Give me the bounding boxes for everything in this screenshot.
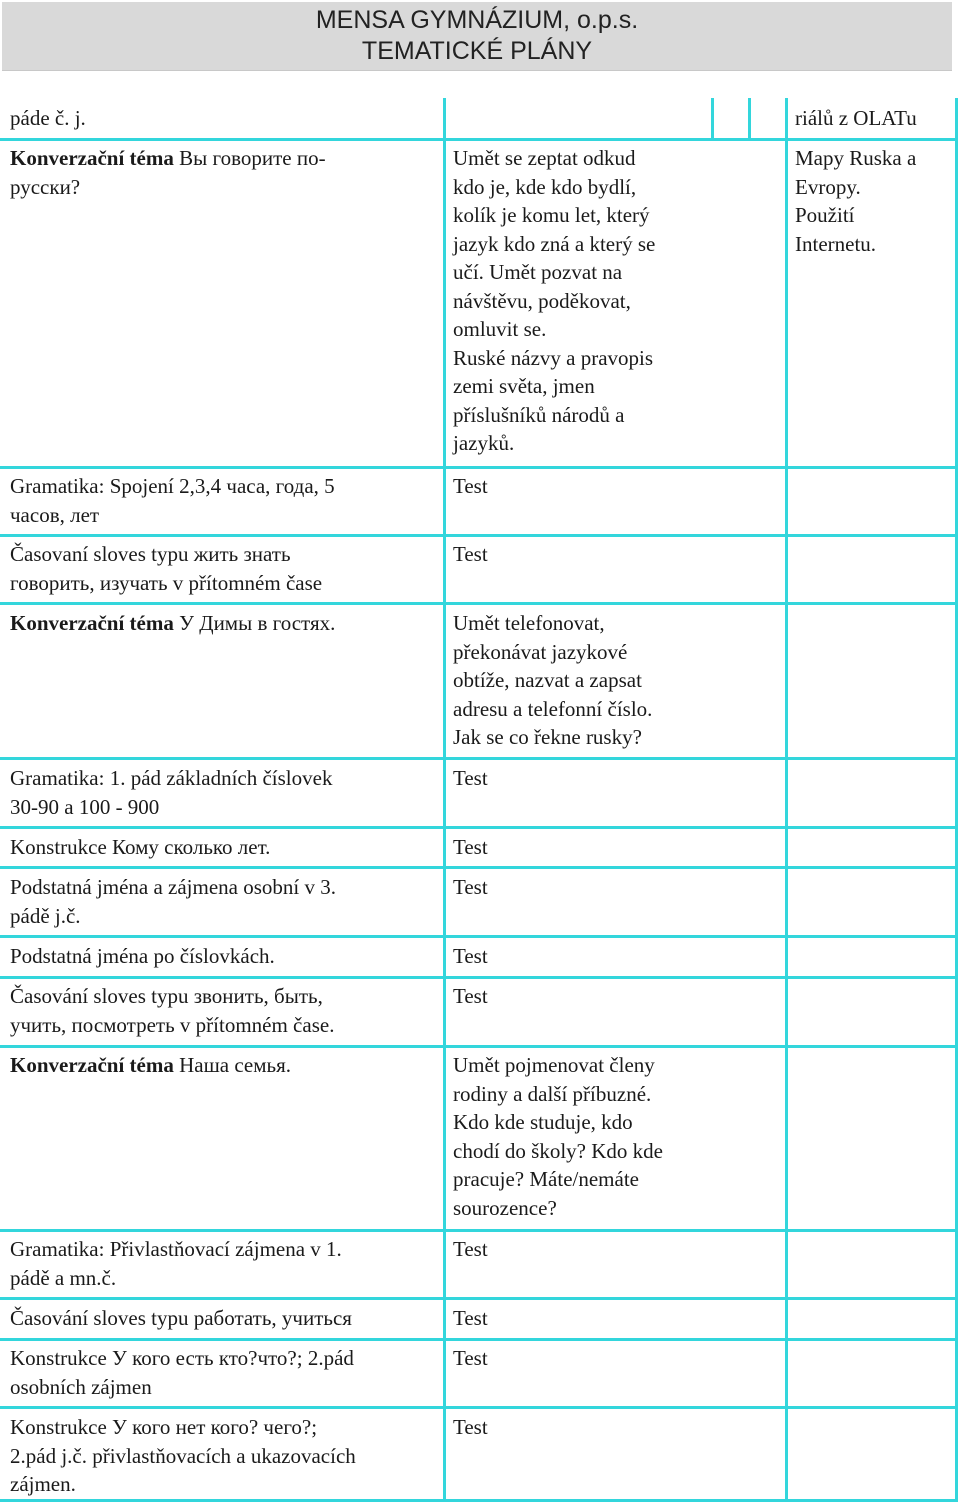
- topic-cell: Gramatika: Přivlastňovací zájmena v 1. pádě a mn.č.: [10, 1237, 342, 1290]
- materials-cell: Mapy Ruska a Evropy. Použití Internetu.: [795, 146, 917, 256]
- topic-cell: [10, 1051, 435, 1080]
- topic-text: У Димы в гостях.: [173, 611, 336, 635]
- topic-cell: páde č. j.: [10, 106, 86, 130]
- grid-hline: [0, 138, 958, 141]
- grid-hline: [0, 1406, 958, 1409]
- document-title: TEMATICKÉ PLÁNY: [361, 37, 593, 65]
- topic-cell: Časování sloves typu звонить, быть, учить, посмотреть v přítomném čase.: [10, 984, 335, 1037]
- grid-hline: [0, 935, 958, 938]
- outcome-cell: Test: [453, 944, 488, 968]
- grid-vline: [443, 98, 446, 1501]
- grid-hline: [0, 826, 958, 829]
- outcome-cell: Umět telefonovat, překonávat jazykové obtíže, nazvat a zapsat adresu a telefonní číslo. Jak se co řekne rusky?: [453, 611, 653, 749]
- topic-cell: [10, 609, 435, 638]
- topic-text: Наша семья.: [173, 1053, 292, 1077]
- topic-cell: [10, 144, 435, 201]
- outcome-cell: Test: [453, 1415, 488, 1439]
- grid-hline: [0, 1229, 958, 1232]
- topic-label: Konverzační téma: [10, 146, 174, 170]
- outcome-cell: Umět se zeptat odkud kdo je, kde kdo bydlí, kolík je komu let, který jazyk kdo zná a který se učí. Umět pozvat na návštěvu, poděkovat, omluvit se. Ruské názvy a pravopis zemi světa, jmen příslušníků národů a jazyků.: [453, 146, 656, 455]
- grid-hline: [0, 1297, 958, 1300]
- document-header: [2, 2, 952, 71]
- school-name: MENSA GYMNÁZIUM, o.p.s.: [315, 6, 639, 34]
- outcome-cell: Test: [453, 542, 488, 566]
- topic-cell: Gramatika: Spojení 2,3,4 часа, года, 5 часов, лет: [10, 474, 335, 527]
- grid-vline: [711, 98, 714, 140]
- outcome-cell: Test: [453, 984, 488, 1008]
- materials-cell: riálů z OLATu: [795, 106, 917, 130]
- grid-hline: [0, 1499, 958, 1502]
- outcome-cell: Test: [453, 1346, 488, 1370]
- grid-vline: [955, 98, 958, 1501]
- grid-hline: [0, 866, 958, 869]
- outcome-cell: Test: [453, 875, 488, 899]
- outcome-cell: Test: [453, 474, 488, 498]
- outcome-cell: Umět pojmenovat členy rodiny a další příbuzné. Kdo kde studuje, kdo chodí do školy? Kdo kde pracuje? Máte/nemáte sourozence?: [453, 1053, 663, 1220]
- grid-hline: [0, 534, 958, 537]
- topic-cell: Gramatika: 1. pád základních číslovek 30-90 a 100 - 900: [10, 766, 333, 819]
- topic-text: Вы говорите по- русски?: [10, 146, 326, 199]
- topic-cell: Podstatná jména po číslovkách.: [10, 944, 275, 968]
- grid-hline: [0, 1045, 958, 1048]
- grid-hline: [0, 1338, 958, 1341]
- outcome-cell: Test: [453, 1306, 488, 1330]
- topic-cell: Časování sloves typu работать, учиться: [10, 1306, 352, 1330]
- grid-vline: [748, 98, 751, 140]
- topic-label: Konverzační téma: [10, 1053, 174, 1077]
- grid-hline: [0, 602, 958, 605]
- topic-label: Konverzační téma: [10, 611, 174, 635]
- topic-cell: Konstrukce У кого нет кого? чего?; 2.pád j.č. přivlastňovacích a ukazovacích zájmen.: [10, 1415, 356, 1496]
- topic-cell: Konstrukce Кому сколько лет.: [10, 835, 271, 859]
- topic-cell: Časovaní sloves typu жить знать говорить, изучать v přítomném čase: [10, 542, 323, 595]
- grid-hline: [0, 976, 958, 979]
- outcome-cell: Test: [453, 835, 488, 859]
- topic-cell: Konstrukce У кого есть кто?что?; 2.pád osobních zájmen: [10, 1346, 354, 1399]
- grid-hline: [0, 757, 958, 760]
- topic-cell: Podstatná jména a zájmena osobní v 3. pádě j.č.: [10, 875, 337, 928]
- grid-hline: [0, 466, 958, 469]
- outcome-cell: Test: [453, 766, 488, 790]
- outcome-cell: Test: [453, 1237, 488, 1261]
- grid-vline: [785, 98, 788, 1501]
